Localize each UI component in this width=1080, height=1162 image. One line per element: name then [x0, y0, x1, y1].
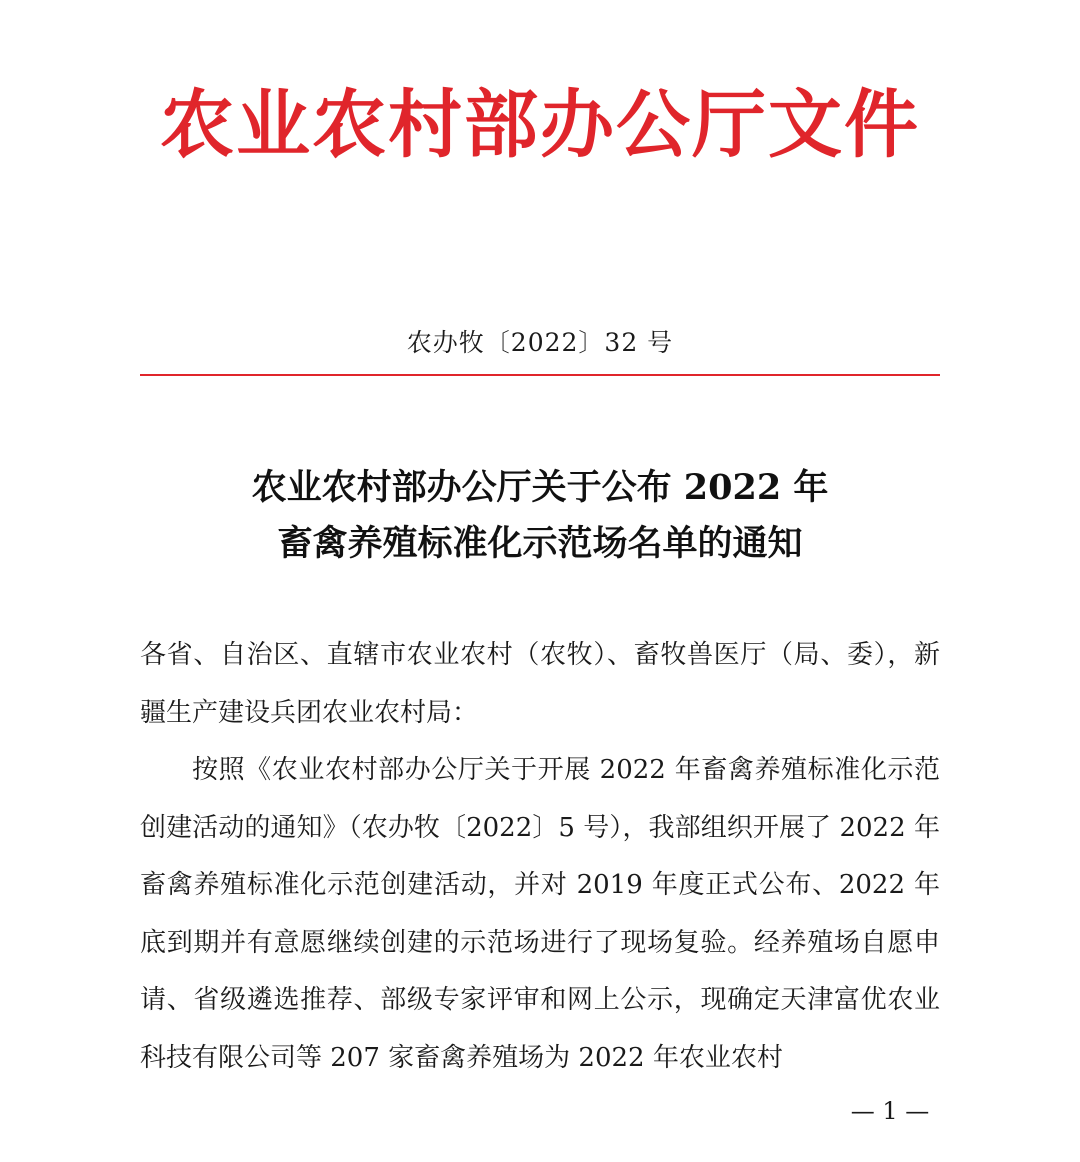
document-title	[0, 460, 1080, 572]
red-divider-line	[140, 374, 940, 376]
document-title-line-1: 农业农村部办公厅关于公布 2022 年	[251, 467, 829, 508]
document-body	[140, 627, 940, 1087]
masthead-title: 农业农村部办公厅文件	[160, 82, 920, 168]
document-number: 农办牧〔2022〕32 号	[406, 328, 674, 357]
body-paragraph-1: 按照《农业农村部办公厅关于开展 2022 年畜禽养殖标准化示范创建活动的通知》（农办牧〔2022〕5 号），我部组织开展了 2022 年畜禽养殖标准化示范创建活动，并对 2019 年度正式公布、2022 年底到期并有意愿继续创建的示范场进行了现场复验。经养殖场自愿申请、省级遴选推荐、部级专家评审和网上公示，现确定天津富优农业科技有限公司等 207 家畜禽养殖场为 2022 年农业农村	[140, 755, 940, 1073]
salutation: 各省、自治区、直辖市农业农村（农牧）、畜牧兽医厅（局、委），新疆生产建设兵团农业农村局：	[140, 640, 940, 728]
page-number: — 1 —	[850, 1097, 930, 1125]
document-title-line-2: 畜禽养殖标准化示范场名单的通知	[277, 523, 803, 564]
